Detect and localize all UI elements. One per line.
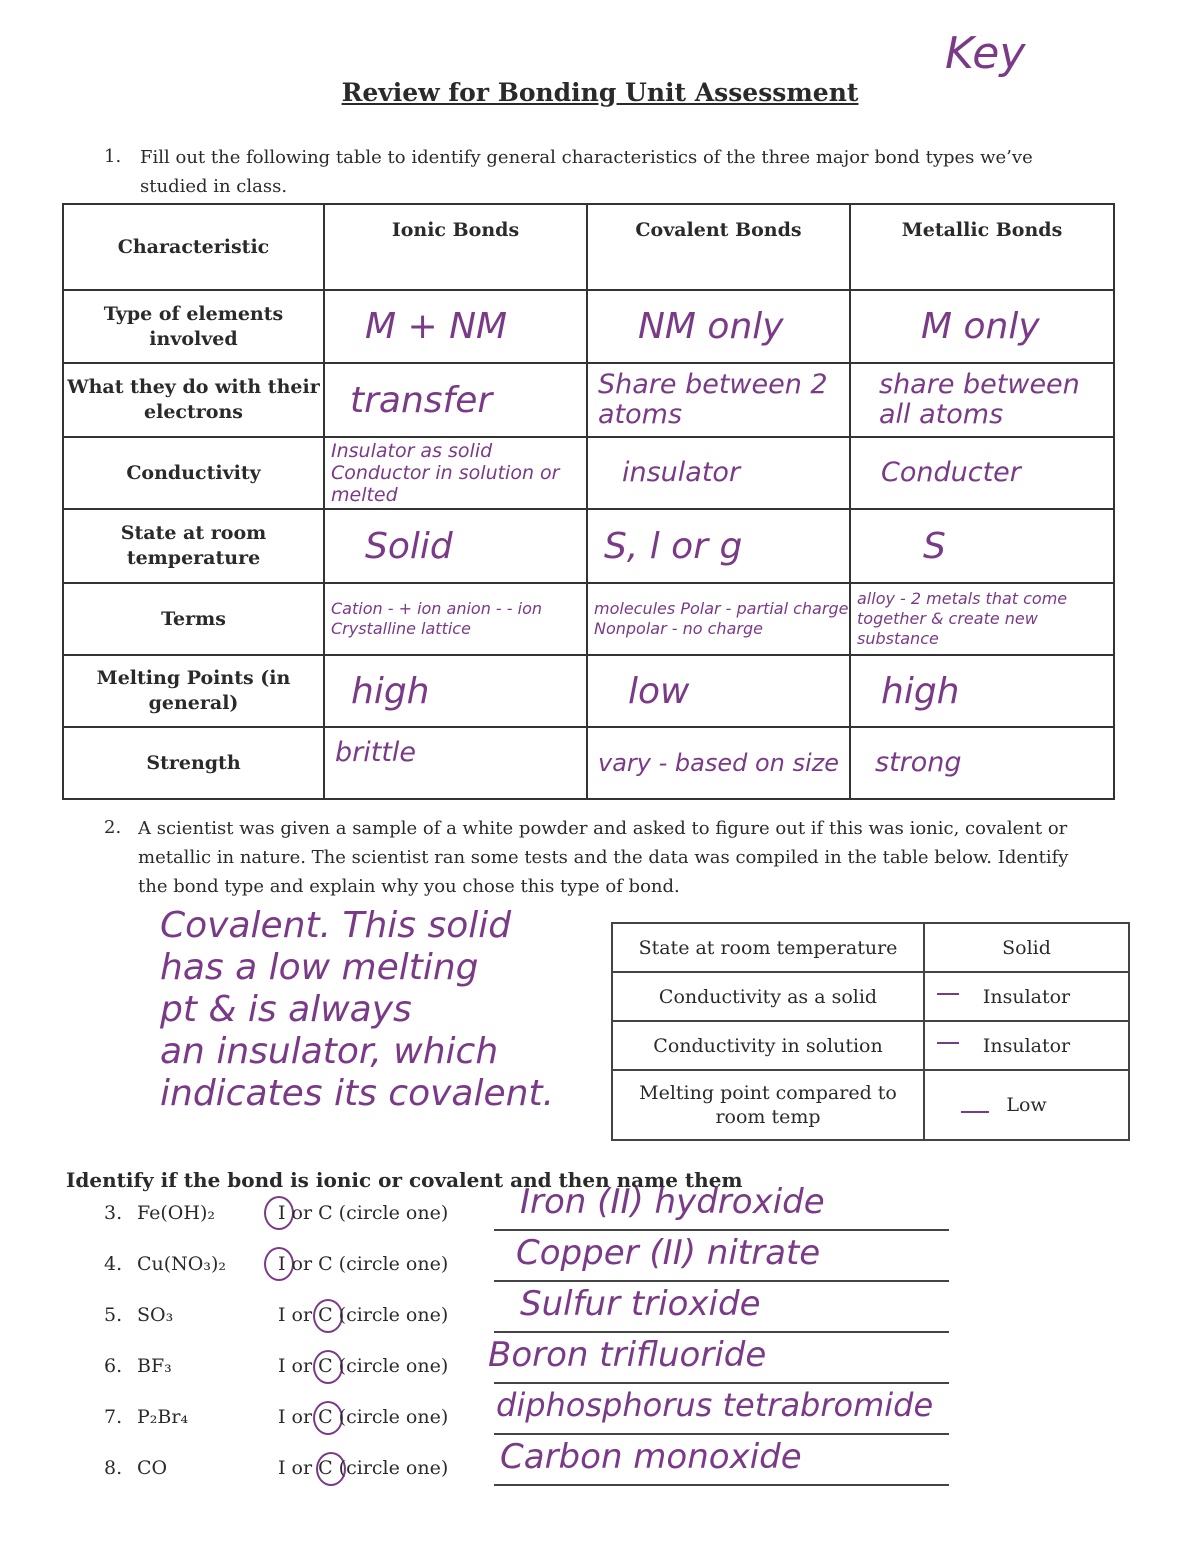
answer-line [494,1229,949,1231]
choice-text: I or C (circle one) [278,1355,449,1377]
header-ionic: Ionic Bonds [324,204,587,290]
item-answer: Carbon monoxide [500,1437,802,1477]
table-row [63,509,1114,583]
naming-item [0,1335,1200,1389]
item-number: 8. [104,1457,123,1479]
metallic-cell: Conducter [850,437,1114,509]
answer-line: has a low melting [160,947,479,988]
row-label: Terms [63,583,324,655]
metallic-cell: M only [850,290,1114,363]
ionic-cell: brittle [324,727,587,799]
table-row [63,727,1114,799]
row-label: Type of elements involved [63,290,324,363]
table-row [63,437,1114,509]
naming-item [0,1284,1200,1338]
naming-item [0,1386,1200,1440]
table-row [612,1021,1129,1070]
item-formula: Cu(NO₃)₂ [137,1253,227,1275]
question-2-answer [160,905,554,1115]
metallic-cell: alloy - 2 metals that come together & create new substance [850,583,1114,655]
value-text: Low [1006,1094,1047,1116]
question-1-number: 1. [104,146,122,167]
bond-characteristics-table [62,203,1115,800]
answer-line [494,1484,949,1486]
ionic-cell: high [324,655,587,727]
covalent-cell: low [587,655,850,727]
row-label: Melting Points (in general) [63,655,324,727]
table-row [612,923,1129,972]
answer-line [494,1382,949,1384]
answer-line: Covalent. This solid [160,905,512,946]
property-cell: Conductivity in solution [612,1021,924,1070]
table-row [63,583,1114,655]
property-cell: Conductivity as a solid [612,972,924,1021]
answer-line [494,1280,949,1282]
answer-key-note: Key [945,28,1026,79]
item-answer: Boron trifluoride [488,1335,767,1375]
metallic-cell: share between all atoms [850,363,1114,437]
choice-text: I or C (circle one) [278,1304,449,1326]
item-number: 6. [104,1355,123,1377]
covalent-cell: S, l or g [587,509,850,583]
naming-item [0,1182,1200,1236]
item-formula: Fe(OH)₂ [137,1202,215,1224]
value-cell [924,1070,1129,1140]
metallic-cell: high [850,655,1114,727]
answer-line [494,1331,949,1333]
covalent-cell: molecules Polar - partial charge Nonpolar - no charge [587,583,850,655]
page-title: Review for Bonding Unit Assessment [341,78,859,107]
choice-text: I or C (circle one) [278,1202,449,1224]
item-formula: SO₃ [137,1304,174,1326]
handwritten-dash [937,993,959,995]
ionic-cell: Insulator as solid Conductor in solution or melted [324,437,587,509]
question-2-number: 2. [104,817,122,838]
metallic-cell: strong [850,727,1114,799]
property-cell: State at room temperature [612,923,924,972]
value-cell [924,1021,1129,1070]
naming-section-heading: Identify if the bond is ionic or covalent and then name them [66,1168,743,1192]
covalent-cell: NM only [587,290,850,363]
choice-text: I or C (circle one) [278,1406,449,1428]
item-formula: CO [137,1457,168,1479]
ionic-cell: M + NM [324,290,587,363]
test-data-table [611,922,1130,1141]
item-number: 3. [104,1202,123,1224]
value-text: Insulator [982,1034,1071,1057]
item-number: 7. [104,1406,123,1428]
handwritten-dash [961,1111,989,1113]
header-metallic: Metallic Bonds [850,204,1114,290]
item-number: 5. [104,1304,123,1326]
value-text: Insulator [982,985,1071,1008]
item-answer: diphosphorus tetrabromide [496,1386,934,1424]
table-header-row [63,204,1114,290]
item-formula: P₂Br₄ [137,1406,189,1428]
handwritten-dash [937,1042,959,1044]
value-cell [924,972,1129,1021]
table-row [612,1070,1129,1140]
covalent-cell: vary - based on size [587,727,850,799]
item-number: 4. [104,1253,123,1275]
answer-line: an insulator, which [160,1031,499,1072]
item-answer: Iron (II) hydroxide [520,1182,825,1222]
table-row [63,655,1114,727]
property-cell: Melting point compared to room temp [612,1070,924,1140]
answer-line [494,1433,949,1435]
ionic-cell: Solid [324,509,587,583]
row-label: What they do with their electrons [63,363,324,437]
ionic-cell: transfer [324,363,587,437]
item-answer: Copper (II) nitrate [516,1233,821,1273]
item-answer: Sulfur trioxide [520,1284,761,1324]
choice-text: I or C (circle one) [278,1253,449,1275]
metallic-cell: S [850,509,1114,583]
covalent-cell: insulator [587,437,850,509]
covalent-cell: Share between 2 atoms [587,363,850,437]
table-row [63,290,1114,363]
answer-line: pt & is always [160,989,412,1030]
question-2-text: A scientist was given a sample of a white powder and asked to figure out if this was ionic, covalent or metallic in nature. The scientist ran some tests and the data was compiled in the table below. Identify the bond type and explain why you chose this type of bond. [138,818,1069,897]
row-label: Conductivity [63,437,324,509]
header-characteristic: Characteristic [63,204,324,290]
row-label: State at room temperature [63,509,324,583]
header-covalent: Covalent Bonds [587,204,850,290]
answer-line: indicates its covalent. [160,1073,555,1114]
item-formula: BF₃ [137,1355,172,1377]
question-1-text: Fill out the following table to identify general characteristics of the three major bond types we’ve studied in class. [140,147,1033,197]
naming-item [0,1233,1200,1287]
ionic-cell: Cation - + ion anion - - ion Crystalline lattice [324,583,587,655]
row-label: Strength [63,727,324,799]
table-row [63,363,1114,437]
choice-text: I or C (circle one) [278,1457,449,1479]
naming-item [0,1437,1200,1491]
value-cell: Solid [924,923,1129,972]
table-row [612,972,1129,1021]
